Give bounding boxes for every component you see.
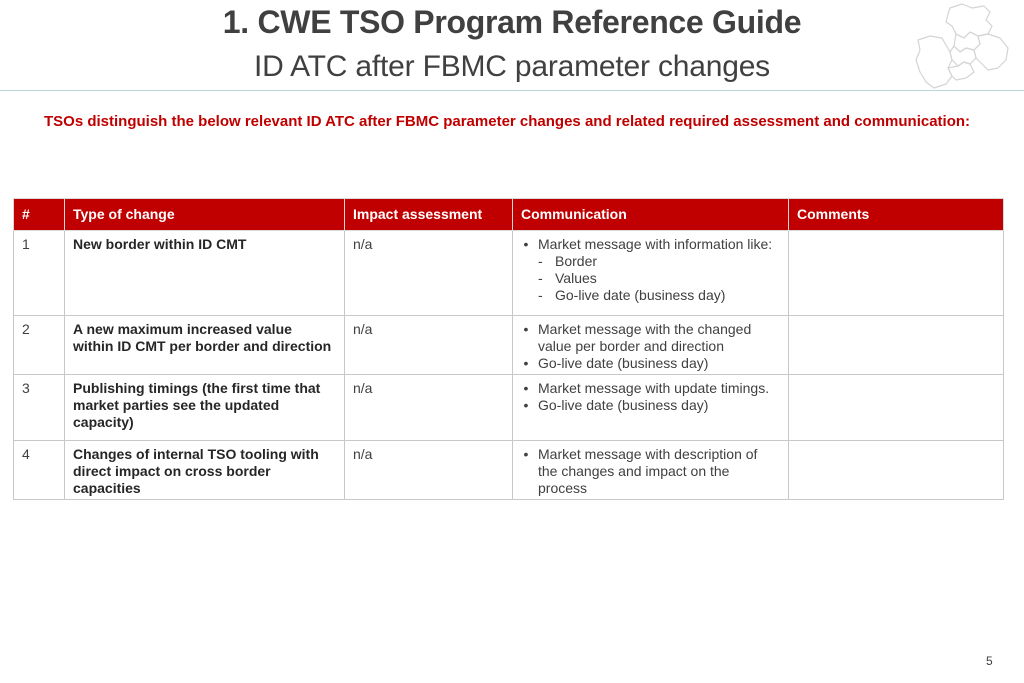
communication-bullet: • Go-live date (business day) [538, 397, 780, 414]
communication-sub-item: - Border [555, 253, 780, 270]
header-divider [0, 90, 1024, 91]
row-impact-assessment: n/a [345, 375, 513, 441]
communication-bullet [538, 236, 780, 304]
row-type-of-change: Changes of internal TSO tooling with direct impact on cross border capacities [65, 441, 345, 500]
row-number: 3 [14, 375, 65, 441]
page-number: 5 [986, 654, 993, 668]
row-communication [513, 316, 789, 375]
page-title: 1. CWE TSO Program Reference Guide [222, 4, 802, 40]
header-type-of-change: Type of change [65, 199, 345, 231]
row-communication [513, 375, 789, 441]
table-row [14, 231, 1004, 316]
communication-bullet: • Market message with description of the changes and impact on the process [538, 446, 780, 497]
row-comments [789, 441, 1004, 500]
communication-bullet-text: Market message with information like: [538, 236, 773, 252]
intro-text: TSOs distinguish the below relevant ID ATC after FBMC parameter changes and related required assessment and communication: [44, 113, 971, 130]
communication-bullet: • Go-live date (business day) [538, 355, 780, 372]
row-impact-assessment: n/a [345, 316, 513, 375]
communication-bullet: • Market message with update timings. [538, 380, 780, 397]
communication-sub-item: - Go-live date (business day) [555, 287, 780, 304]
table-header-row [14, 199, 1004, 231]
table-row [14, 441, 1004, 500]
communication-bullet: • Market message with the changed value per border and direction [538, 321, 780, 355]
parameter-changes-table [13, 198, 1004, 500]
row-comments [789, 316, 1004, 375]
row-number: 1 [14, 231, 65, 316]
row-comments [789, 375, 1004, 441]
row-impact-assessment: n/a [345, 231, 513, 316]
table-row [14, 375, 1004, 441]
row-comments [789, 231, 1004, 316]
row-communication [513, 441, 789, 500]
header-number: # [14, 199, 65, 231]
europe-map-outline-icon [912, 2, 1020, 90]
header-impact-assessment: Impact assessment [345, 199, 513, 231]
page-subtitle: ID ATC after FBMC parameter changes [254, 50, 770, 83]
communication-sub-item: - Values [555, 270, 780, 287]
table-row [14, 316, 1004, 375]
header-comments: Comments [789, 199, 1004, 231]
header-communication: Communication [513, 199, 789, 231]
row-type-of-change: A new maximum increased value within ID CMT per border and direction [65, 316, 345, 375]
row-type-of-change: Publishing timings (the first time that market parties see the updated capacity) [65, 375, 345, 441]
row-type-of-change: New border within ID CMT [65, 231, 345, 316]
row-communication [513, 231, 789, 316]
row-impact-assessment: n/a [345, 441, 513, 500]
row-number: 2 [14, 316, 65, 375]
row-number: 4 [14, 441, 65, 500]
